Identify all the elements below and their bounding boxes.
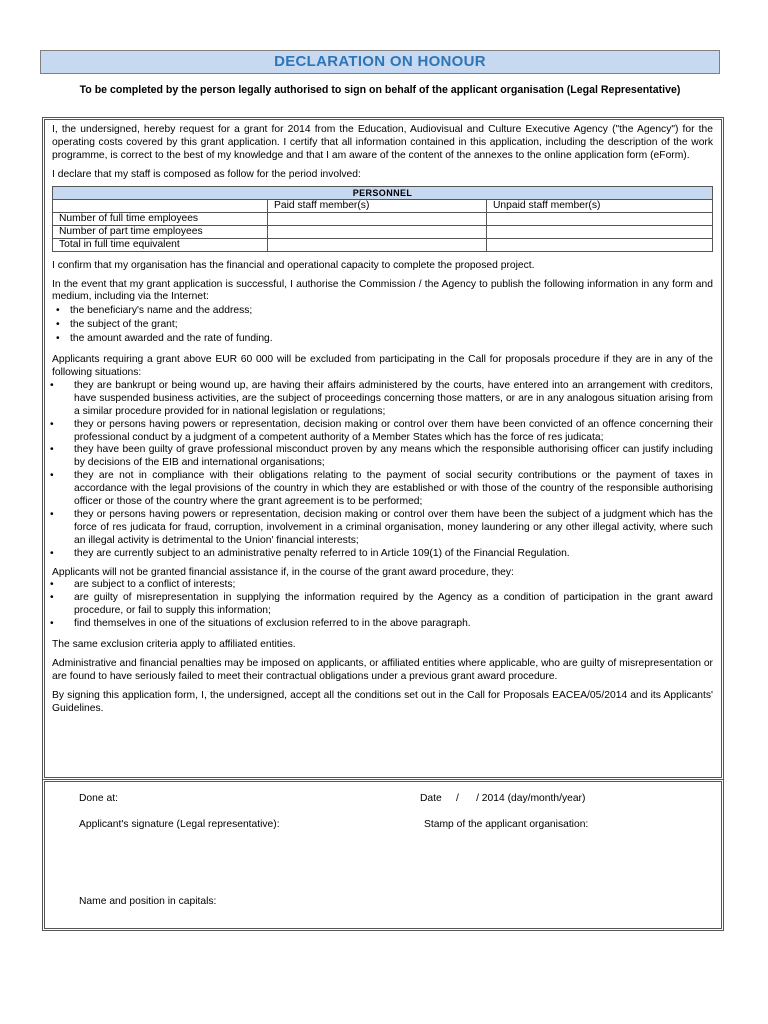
row-label: Number of full time employees xyxy=(53,212,268,225)
staff-intro: I declare that my staff is composed as follow for the period involved: xyxy=(52,168,361,180)
not-granted-intro: Applicants will not be granted financial assistance if, in the course of the grant award procedure, they: xyxy=(52,566,514,578)
unpaid-cell[interactable] xyxy=(487,225,713,238)
unpaid-cell[interactable] xyxy=(487,238,713,251)
date-field[interactable]: Date / / 2014 (day/month/year) xyxy=(420,793,586,804)
declaration-content xyxy=(52,124,713,716)
row-label: Number of part time employees xyxy=(53,225,268,238)
list-item: • they are bankrupt or being wound up, are having their affairs administered by the courts, have entered into an arrangement with creditors, have suspended business activities, are the subject of proceedings concerning those matters, or are in any analogous situation arising from a similar procedure provided for in national legislation or regulations; xyxy=(52,380,713,419)
exclusion-list xyxy=(52,380,713,561)
publish-list xyxy=(52,305,713,346)
list-item: • they are not in compliance with their obligations relating to the payment of social security contributions or the payment of taxes in accordance with the legal provisions of the country in which they are established or with those of the country of the responsible authorising officer or those of the country where the grant agreement is to be performed; xyxy=(52,470,713,509)
signing-paragraph: By signing this application form, I, the undersigned, accept all the conditions set out in the Call for Proposals EACEA/05/2014 and its Applicants' Guidelines. xyxy=(52,689,713,714)
paid-cell[interactable] xyxy=(268,212,487,225)
personnel-header: PERSONNEL xyxy=(53,186,713,199)
list-item: • the beneficiary's name and the address; xyxy=(52,305,713,318)
column-header xyxy=(53,199,268,212)
signature-field[interactable]: Applicant's signature (Legal representative): xyxy=(79,819,280,830)
intro-paragraph: I, the undersigned, hereby request for a grant for 2014 from the Education, Audiovisual and Culture Executive Agency ("the Agency") for the operating costs covered by this grant application. I certify that all information contained in this application, including the description of the work programme, is correct to the best of my knowledge and that I am aware of the content of the annexes to the online application form (eForm). xyxy=(52,124,713,161)
exclusion-intro: Applicants requiring a grant above EUR 60 000 will be excluded from participating in the Call for proposals procedure if they are in any of the following situations: xyxy=(52,354,713,378)
not-granted-list xyxy=(52,579,713,631)
unpaid-cell[interactable] xyxy=(487,212,713,225)
subtitle: To be completed by the person legally authorised to sign on behalf of the applicant organisation (Legal Representative) xyxy=(79,84,681,96)
paid-cell[interactable] xyxy=(268,225,487,238)
list-item: • the subject of the grant; xyxy=(52,319,713,332)
done-at-label[interactable]: Done at: xyxy=(79,793,118,804)
column-header-paid: Paid staff member(s) xyxy=(268,199,487,212)
affiliated-paragraph: The same exclusion criteria apply to affiliated entities. xyxy=(52,639,296,651)
list-item: • they or persons having powers or representation, decision making or control over them have been convicted of an offence concerning their professional conduct by a judgment of a competent authority of a Member States which has the force of res judicata; xyxy=(52,419,713,445)
list-item: • they have been guilty of grave professional misconduct proven by any means which the responsible authorising officer can justify including by decisions of the EIB and international organisations; xyxy=(52,444,713,470)
list-item: • they are currently subject to an administrative penalty referred to in Article 109(1) of the Financial Regulation. xyxy=(52,548,713,561)
paid-cell[interactable] xyxy=(268,238,487,251)
list-item: • are subject to a conflict of interests; xyxy=(52,579,713,592)
table-row xyxy=(53,212,713,225)
column-header-unpaid: Unpaid staff member(s) xyxy=(487,199,713,212)
name-position-field[interactable]: Name and position in capitals: xyxy=(79,896,217,907)
publish-intro: In the event that my grant application is successful, I authorise the Commission / the Agency to publish the following information in any form and medium, including via the Internet: xyxy=(52,278,713,303)
penalties-paragraph: Administrative and financial penalties may be imposed on applicants, or affiliated entities where applicable, who are guilty of misrepresentation or are found to have seriously failed to meet their contractual obligations under a previous grant award procedure. xyxy=(52,658,713,682)
table-row xyxy=(53,238,713,251)
list-item: • find themselves in one of the situations of exclusion referred to in the above paragraph. xyxy=(52,618,713,631)
table-row xyxy=(53,225,713,238)
page-title: DECLARATION ON HONOUR xyxy=(274,53,486,70)
list-item: • they or persons having powers or representation, decision making or control over them have been the subject of a judgment which has the force of res judicata for fraud, corruption, involvement in a criminal organisation, money laundering or any other illegal activity, where such an illegal activity is detrimental to the Union' financial interests; xyxy=(52,509,713,548)
stamp-field[interactable]: Stamp of the applicant organisation: xyxy=(424,819,589,830)
row-label: Total in full time equivalent xyxy=(53,238,268,251)
personnel-table xyxy=(52,186,713,252)
title-bar xyxy=(40,50,720,74)
list-item: • are guilty of misrepresentation in supplying the information required by the Agency as a condition of participation in the grant award procedure, or fail to supply this information; xyxy=(52,592,713,618)
capacity-paragraph: I confirm that my organisation has the financial and operational capacity to complete the proposed project. xyxy=(52,259,535,271)
list-item: • the amount awarded and the rate of funding. xyxy=(52,333,713,346)
